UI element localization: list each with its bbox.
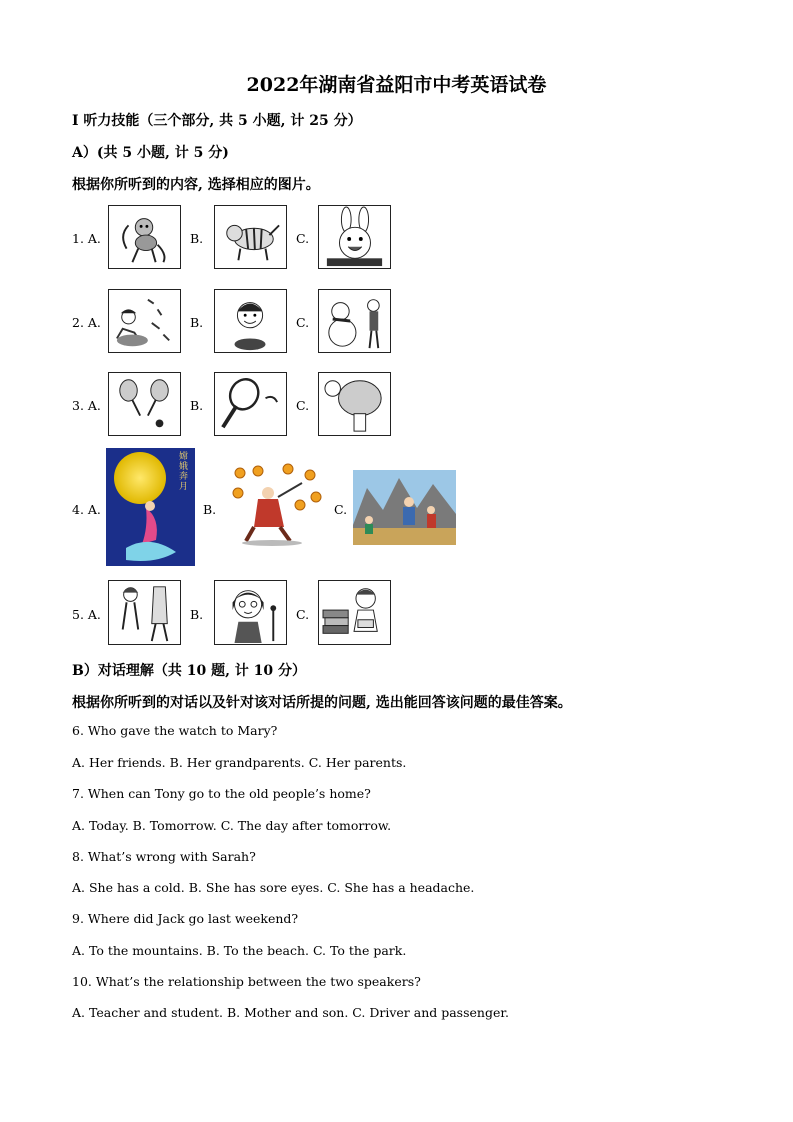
girl-painting-picture[interactable]	[108, 580, 181, 645]
section-b-instruction: 根据你所听到的对话以及针对该对话所提的问题, 选出能回答该问题的最佳答案。	[72, 695, 572, 711]
section-b-heading: B）对话理解（共 10 题, 计 10 分）	[72, 663, 307, 679]
question-2-label: 2. A.	[72, 315, 101, 330]
ping-pong-picture[interactable]	[318, 372, 391, 436]
page-title: 2022年湖南省益阳市中考英语试卷	[246, 74, 547, 96]
option-b-label: B.	[190, 315, 204, 330]
girl-singing-picture[interactable]	[214, 580, 287, 645]
tiger-picture[interactable]	[214, 205, 287, 269]
question-8: 8. What’s wrong with Sarah?	[72, 849, 256, 864]
boy-smiling-picture[interactable]	[214, 289, 287, 353]
boy-in-leaves-picture[interactable]	[108, 289, 181, 353]
question-6: 6. Who gave the watch to Mary?	[72, 723, 278, 738]
option-b-label: B.	[190, 607, 204, 622]
option-c-label: C.	[334, 502, 348, 517]
tennis-picture[interactable]	[214, 372, 287, 436]
section-a-instruction: 根据你所听到的内容, 选择相应的图片。	[72, 177, 320, 193]
rabbit-picture[interactable]	[318, 205, 391, 269]
option-c-label: C.	[296, 315, 310, 330]
snowman-picture[interactable]	[318, 289, 391, 353]
question-4-label: 4. A.	[72, 502, 101, 517]
answer-options-10: A. Teacher and student. B. Mother and son. C. Driver and passenger.	[72, 1005, 509, 1020]
option-b-label: B.	[203, 502, 217, 517]
question-3-label: 3. A.	[72, 398, 101, 413]
question-10: 10. What’s the relationship between the two speakers?	[72, 974, 421, 989]
question-9: 9. Where did Jack go last weekend?	[72, 911, 299, 926]
option-c-label: C.	[296, 231, 310, 246]
change-flying-to-moon-picture[interactable]	[106, 448, 195, 566]
option-c-label: C.	[296, 607, 310, 622]
section-a-heading: A）(共 5 小题, 计 5 分)	[72, 145, 229, 161]
question-5-label: 5. A.	[72, 607, 101, 622]
badminton-picture[interactable]	[108, 372, 181, 436]
option-b-label: B.	[190, 231, 204, 246]
option-b-label: B.	[190, 398, 204, 413]
question-1-label: 1. A.	[72, 231, 101, 246]
answer-options-7: A. Today. B. Tomorrow. C. The day after tomorrow.	[72, 818, 392, 833]
answer-options-9: A. To the mountains. B. To the beach. C. To the park.	[72, 943, 407, 958]
yugong-moving-mountains-picture[interactable]	[353, 470, 456, 545]
monkey-picture[interactable]	[108, 205, 181, 269]
part-heading: I 听力技能（三个部分, 共 5 小题, 计 25 分）	[72, 113, 362, 129]
question-7: 7. When can Tony go to the old people’s home?	[72, 786, 371, 801]
answer-options-8: A. She has a cold. B. She has sore eyes. C. She has a headache.	[72, 880, 475, 895]
moon-picture-caption: 嫦娥奔月	[179, 452, 189, 492]
houyi-shooting-suns-picture[interactable]	[228, 463, 328, 547]
option-c-label: C.	[296, 398, 310, 413]
girl-reading-picture[interactable]	[318, 580, 391, 645]
answer-options-6: A. Her friends. B. Her grandparents. C. Her parents.	[72, 755, 407, 770]
